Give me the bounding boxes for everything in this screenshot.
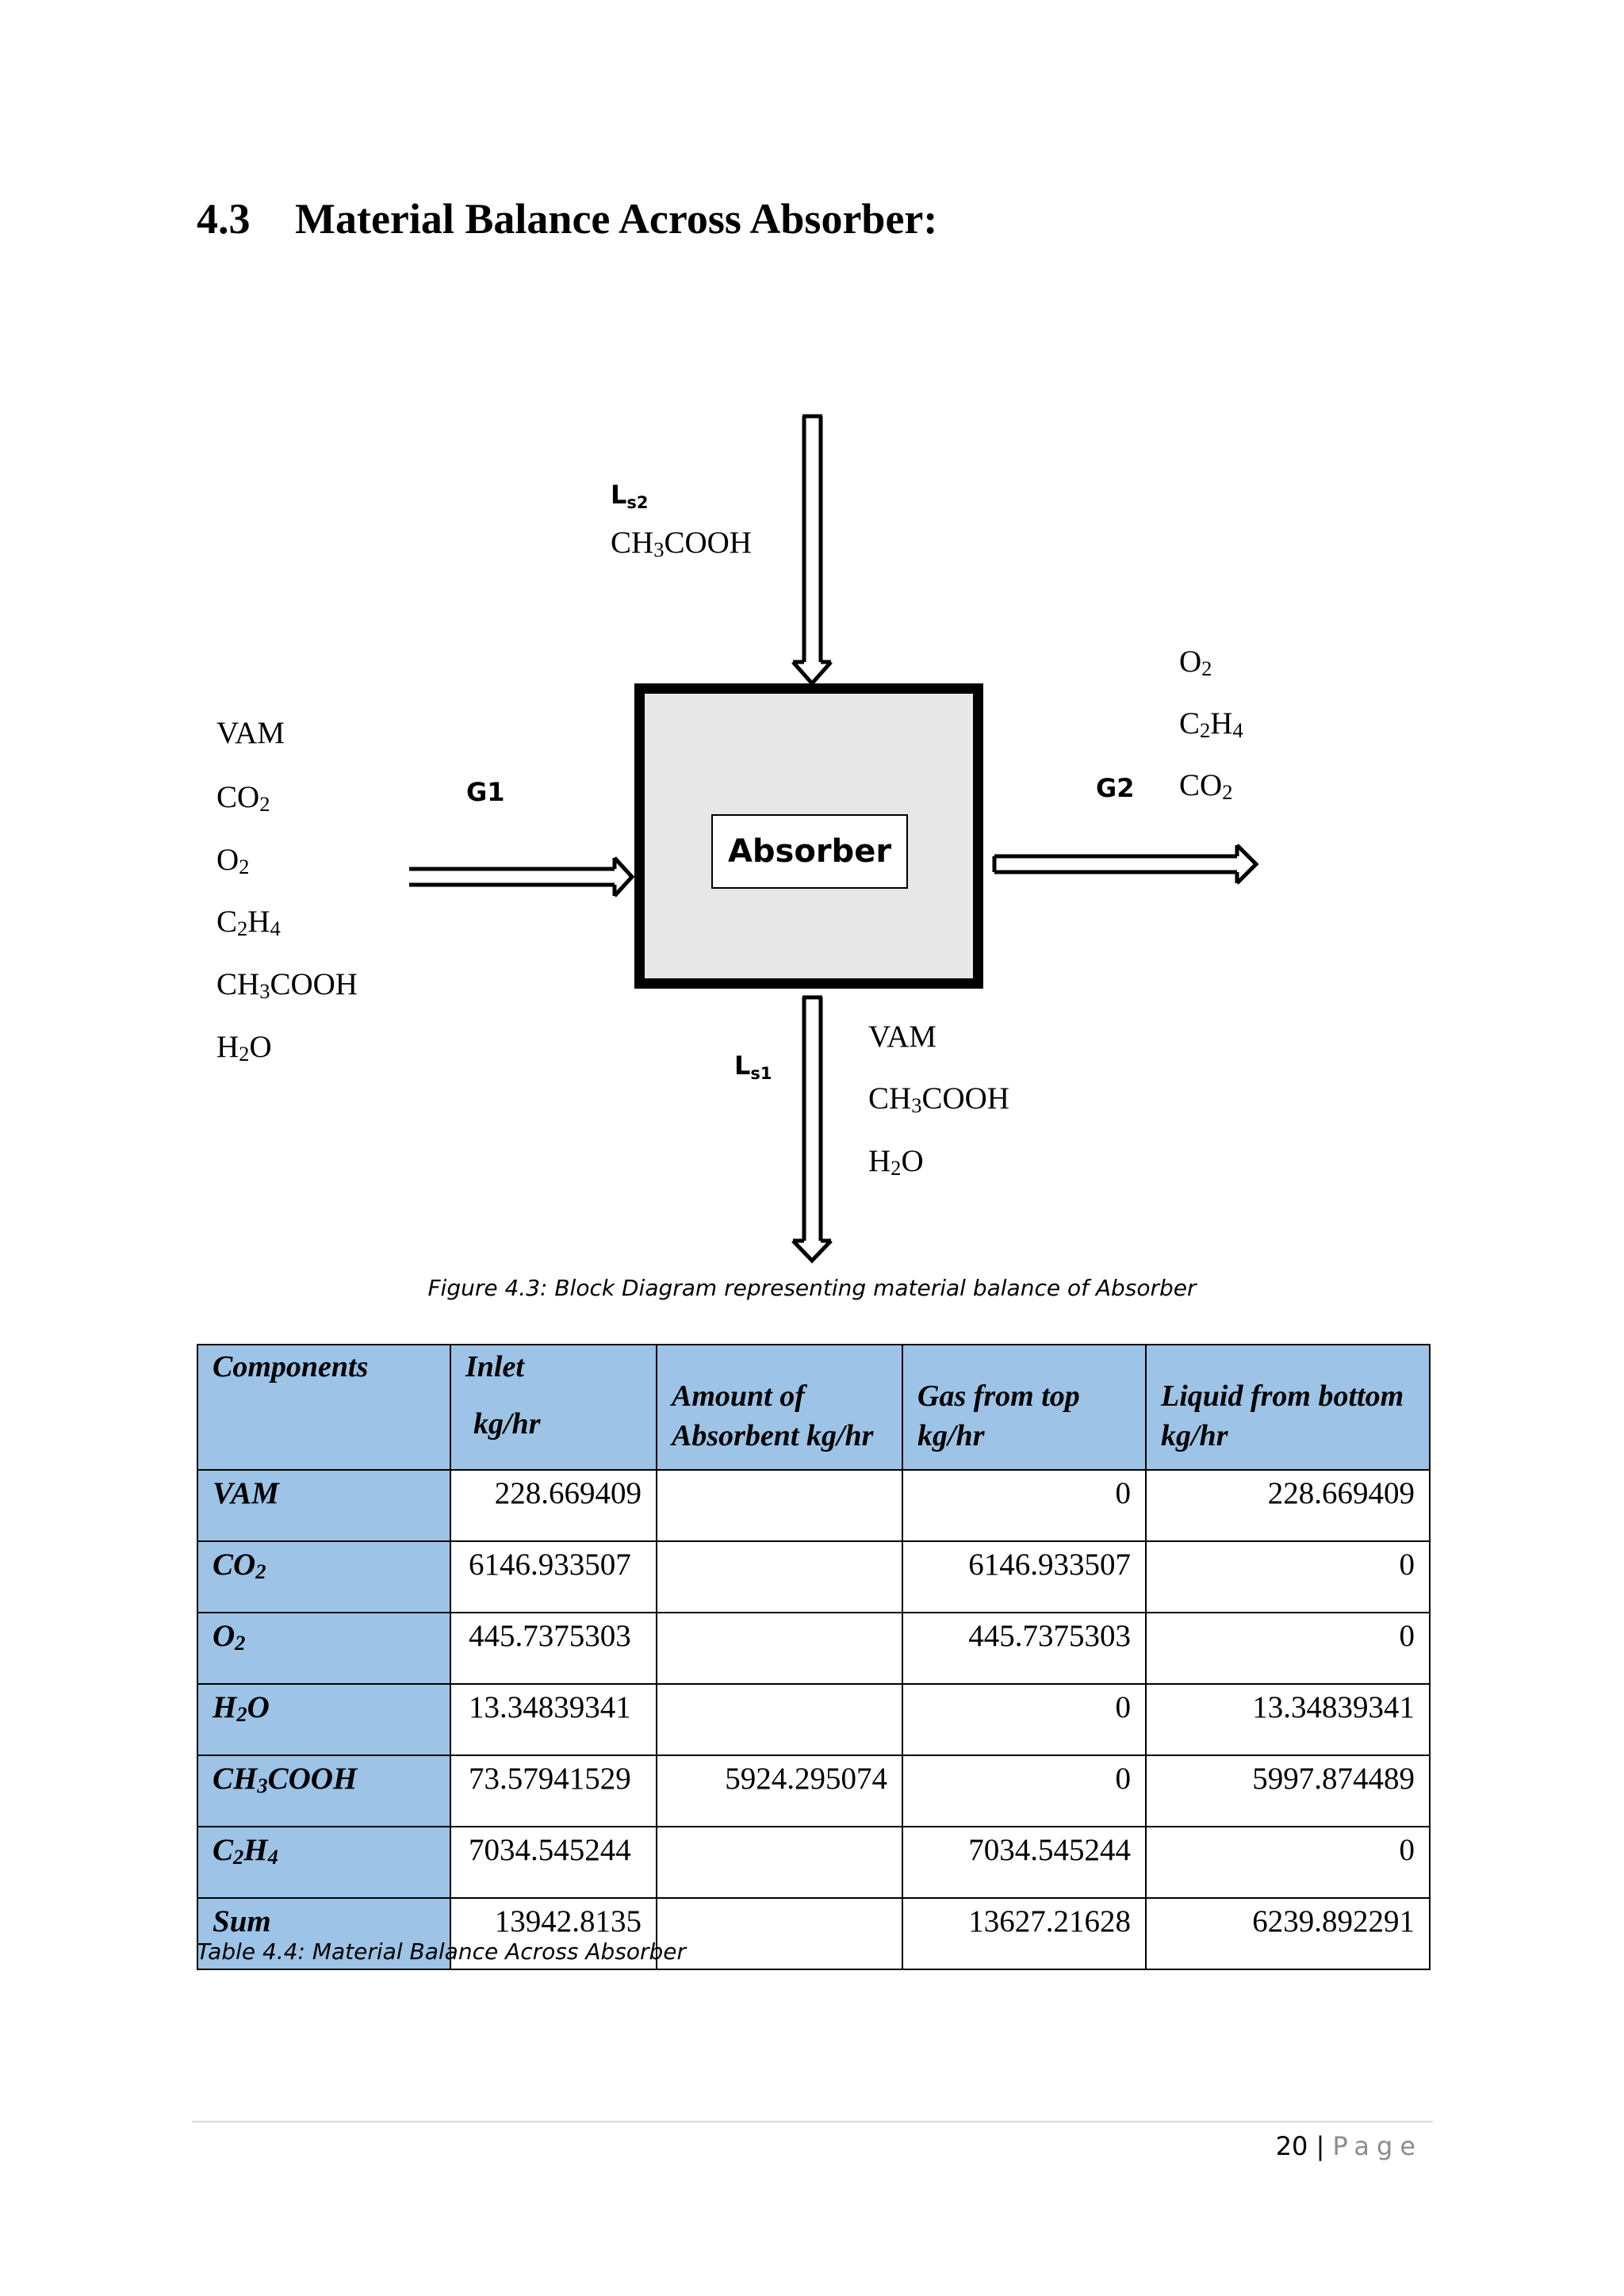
header-components: Components	[197, 1345, 450, 1470]
gas-top-cell: 0	[902, 1684, 1146, 1755]
header-inlet: Inlet kg/hr	[450, 1345, 657, 1470]
table-header-row	[197, 1345, 1430, 1470]
absorbent-cell	[657, 1541, 902, 1613]
ls2-stream: $CH_3COOH$	[611, 526, 752, 561]
outlet-component: $O_2$	[1179, 645, 1212, 680]
component-cell: $CH_3COOH$	[197, 1755, 450, 1827]
inlet-component: $CO_2$	[216, 780, 270, 816]
footer-divider	[192, 2121, 1433, 2122]
liquid-bottom-cell: 6239.892291	[1146, 1898, 1430, 1969]
absorbent-cell	[657, 1898, 902, 1969]
inlet-component: $H_2O$	[216, 1030, 272, 1066]
absorbent-cell	[657, 1613, 902, 1684]
material-balance-table	[197, 1344, 1431, 1970]
table-row	[197, 1827, 1430, 1898]
liquid-bottom-cell: 5997.874489	[1146, 1755, 1430, 1827]
inlet-cell: 6146.933507	[450, 1541, 657, 1613]
table-row	[197, 1541, 1430, 1613]
gas-top-cell: 7034.545244	[902, 1827, 1146, 1898]
bottom-component: $CH_3COOH$	[868, 1081, 1009, 1117]
component-cell: VAM	[197, 1470, 450, 1541]
header-liquid-bottom: Liquid from bottom kg/hr	[1146, 1345, 1430, 1470]
figure-caption: Figure 4.3: Block Diagram representing material balance of Absorber	[427, 1275, 1197, 1301]
component-cell: Sum	[197, 1898, 450, 1969]
liquid-bottom-cell: 0	[1146, 1541, 1430, 1613]
component-cell: $H_2O$	[197, 1684, 450, 1755]
ls1-tag: $L_{s1}$	[734, 1050, 772, 1083]
inlet-component: $CH_3COOH$	[216, 967, 358, 1003]
component-cell: $CO_2$	[197, 1541, 450, 1613]
absorber-label: Absorber	[711, 814, 908, 889]
ls2-arrow	[793, 416, 831, 683]
inlet-component: $C_2H_4$	[216, 905, 281, 940]
table-row	[197, 1755, 1430, 1827]
g1-tag: G1	[466, 777, 505, 807]
absorbent-cell	[657, 1684, 902, 1755]
absorbent-cell	[657, 1827, 902, 1898]
gas-top-cell: 0	[902, 1470, 1146, 1541]
outlet-component: $CO_2$	[1179, 768, 1233, 804]
gas-top-cell: 6146.933507	[902, 1541, 1146, 1613]
inlet-cell: 13942.8135	[450, 1898, 657, 1969]
liquid-bottom-cell: 0	[1146, 1613, 1430, 1684]
g1-arrow	[409, 858, 632, 896]
footer-separator: |	[1316, 2131, 1325, 2161]
inlet-cell: 7034.545244	[450, 1827, 657, 1898]
absorbent-cell: 5924.295074	[657, 1755, 902, 1827]
table-row	[197, 1613, 1430, 1684]
footer-page-word: Page	[1332, 2131, 1423, 2161]
header-gas-top: Gas from top kg/hr	[902, 1345, 1146, 1470]
table-row	[197, 1684, 1430, 1755]
table-row	[197, 1470, 1430, 1541]
ls1-arrow	[793, 997, 831, 1261]
section-title: Material Balance Across Absorber:	[295, 195, 938, 243]
page-footer	[1276, 2131, 1423, 2161]
outlet-component: $C_2H_4$	[1179, 706, 1243, 742]
inlet-cell: 13.34839341	[450, 1684, 657, 1755]
inlet-cell: 228.669409	[450, 1470, 657, 1541]
ls2-tag: $L_{s2}$	[611, 480, 649, 512]
inlet-cell: 73.57941529	[450, 1755, 657, 1827]
section-number: 4.3	[197, 195, 251, 243]
liquid-bottom-cell: 0	[1146, 1827, 1430, 1898]
component-cell: $C_2H_4$	[197, 1827, 450, 1898]
absorbent-cell	[657, 1470, 902, 1541]
component-cell: $O_2$	[197, 1613, 450, 1684]
inlet-component: $O_2$	[216, 843, 250, 878]
table-caption: Table 4.4: Material Balance Across Absorber	[197, 1938, 687, 1965]
inlet-component: VAM	[216, 716, 285, 750]
header-absorbent: Amount of Absorbent kg/hr	[657, 1345, 902, 1470]
page-number: 20	[1275, 2131, 1308, 2161]
g2-arrow	[994, 845, 1256, 883]
gas-top-cell: 445.7375303	[902, 1613, 1146, 1684]
liquid-bottom-cell: 228.669409	[1146, 1470, 1430, 1541]
gas-top-cell: 0	[902, 1755, 1146, 1827]
liquid-bottom-cell: 13.34839341	[1146, 1684, 1430, 1755]
bottom-component: VAM	[868, 1020, 936, 1054]
g2-tag: G2	[1096, 773, 1135, 803]
bottom-component: $H_2O$	[868, 1144, 924, 1180]
gas-top-cell: 13627.21628	[902, 1898, 1146, 1969]
inlet-cell: 445.7375303	[450, 1613, 657, 1684]
